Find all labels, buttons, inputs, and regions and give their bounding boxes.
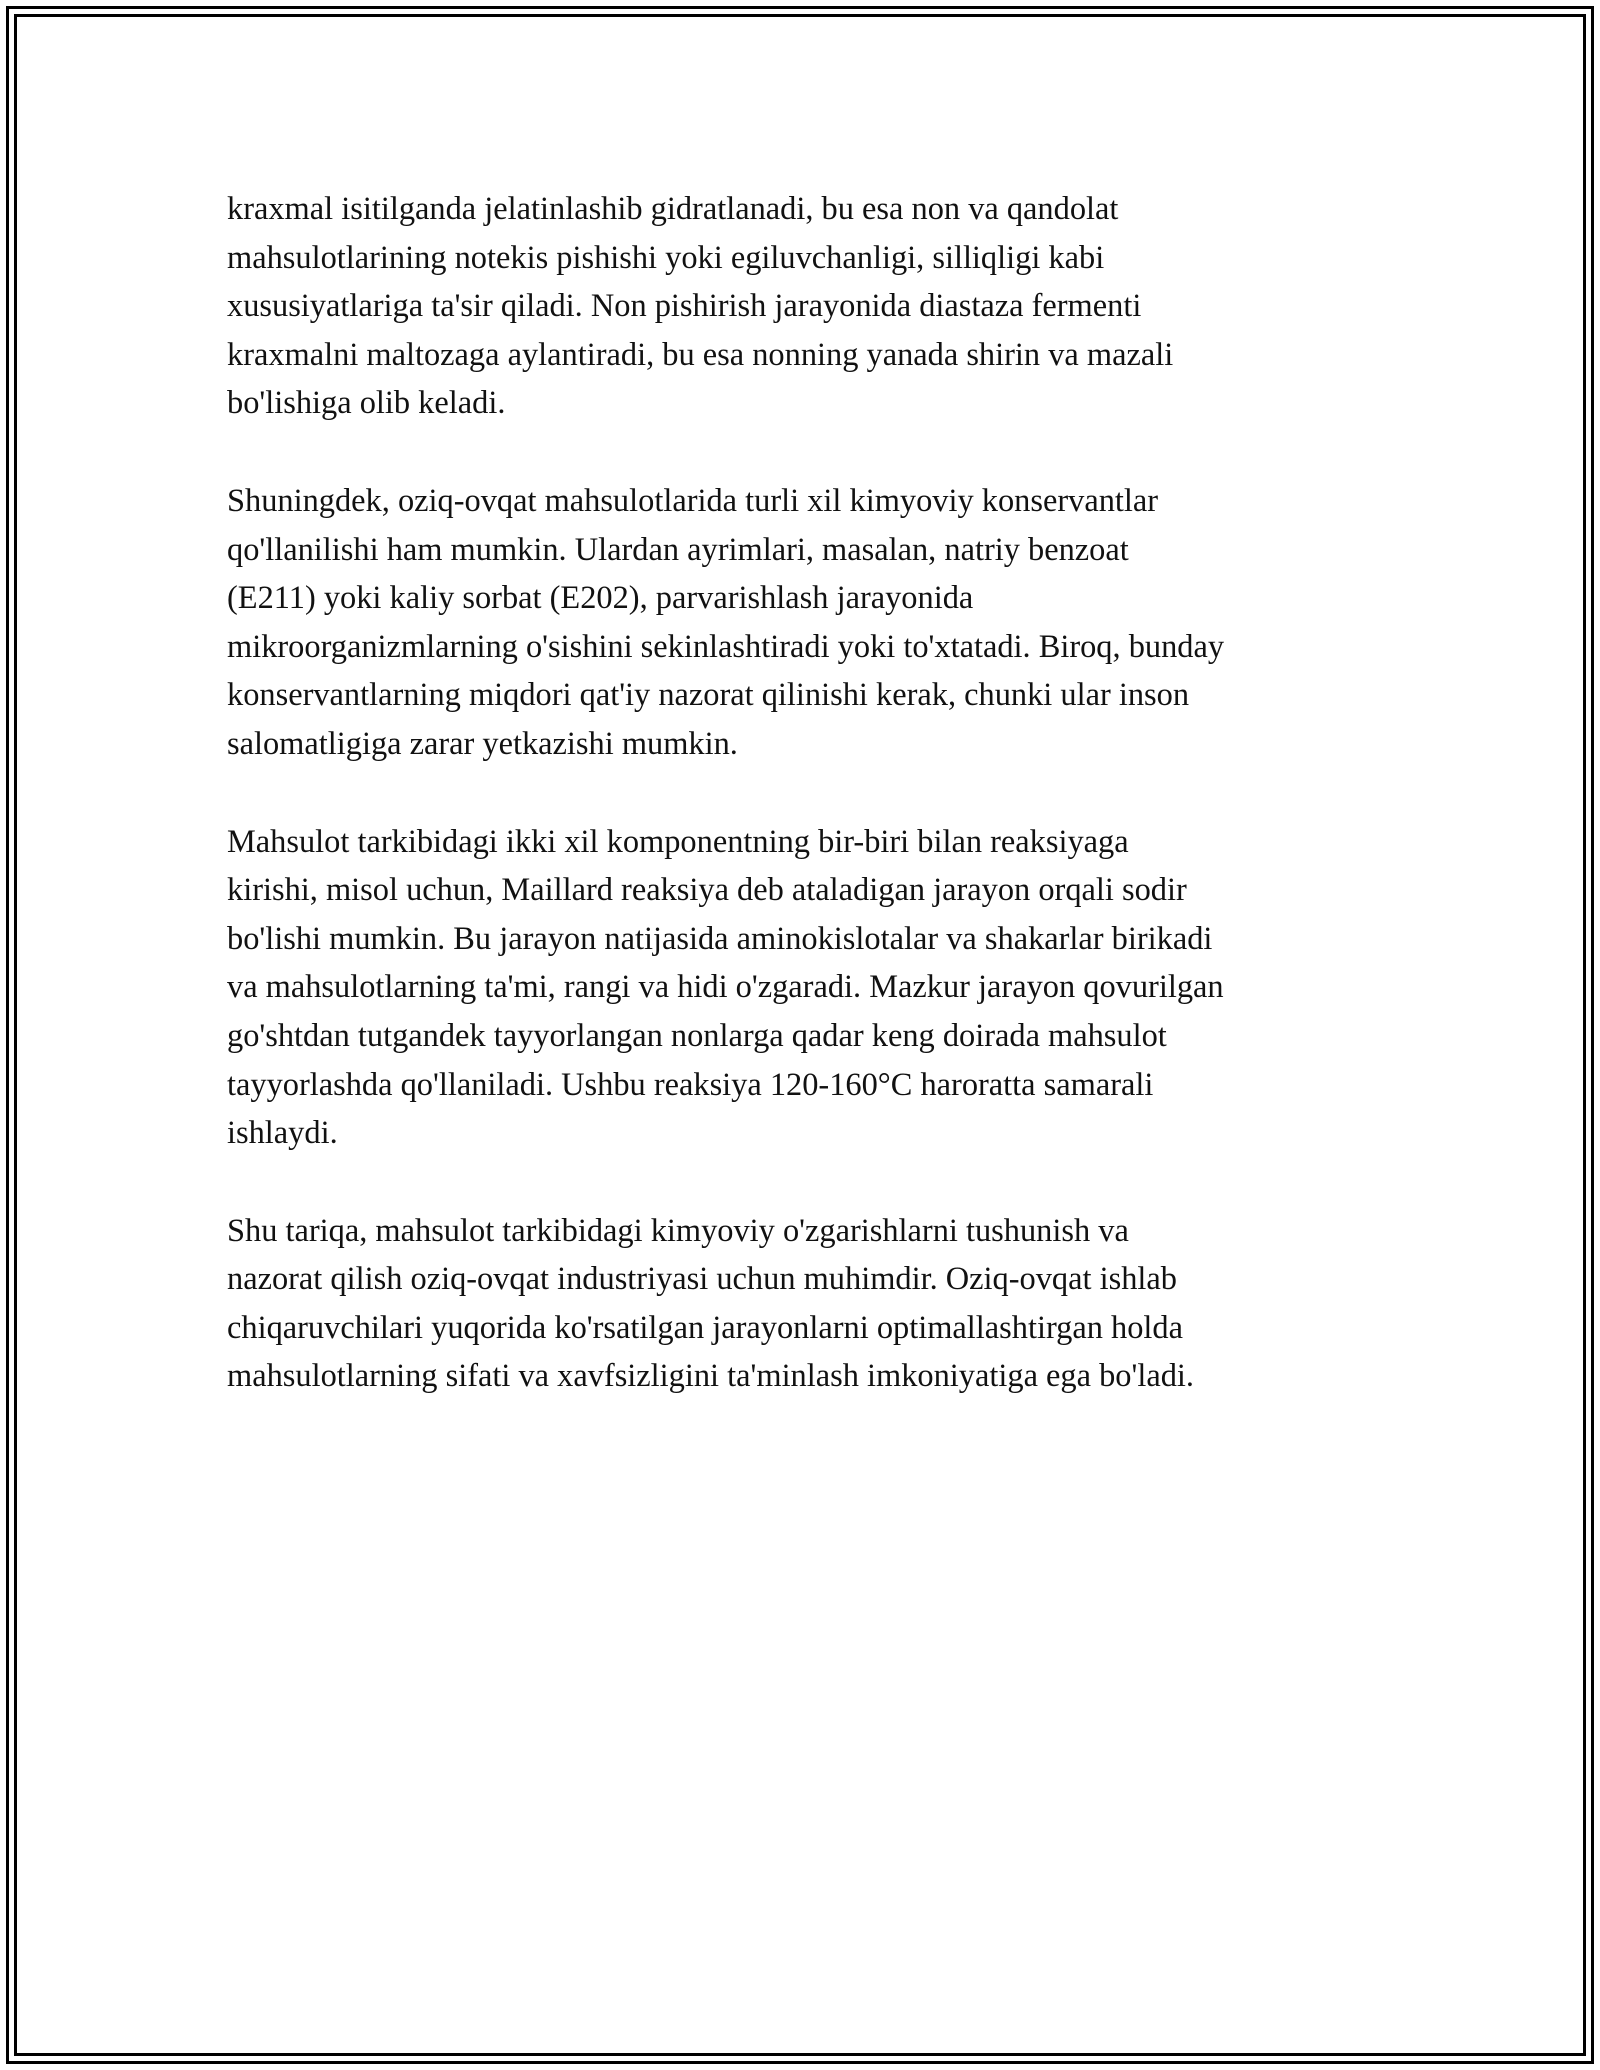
paragraph-4: Shu tariqa, mahsulot tarkibidagi kimyoviy o'zgarishlarni tushunish va nazorat qilish oziq-ovqat industriyasi uchun muhimdir. Oziq-ovqat ishlab chiqaruvchilari yuqorida ko'rsatilgan jarayonlarni optimallashtirgan holda mahsulotlarning sifati va xavfsizligini ta'minlash imkoniyatiga ega bo'ladi.	[227, 1212, 1194, 1395]
paragraph-1: kraxmal isitilganda jelatinlashib gidratlanadi, bu esa non va qandolat mahsulotlarining notekis pishishi yoki egiluvchanligi, silliqligi kabi xususiyatlariga ta'sir qiladi. Non pishirish jarayonida diastaza fermenti kraxmalni maltozaga aylantiradi, bu esa nonning yanada shirin va mazali bo'lishiga olib keladi.	[227, 191, 1174, 422]
paragraph-2: Shuningdek, oziq-ovqat mahsulotlarida turli xil kimyoviy konservantlar qo'llanilishi ham mumkin. Ulardan ayrimlari, masalan, natriy benzoat (E211) yoki kaliy sorbat (E202), parvarishlash jarayonida mikroorganizmlarning o'sishini sekinlashtiradi yoki to'xtatadi. Biroq, bunday konservantlarning miqdori qat'iy nazorat qilinishi kerak, chunki ular inson salomatligiga zarar yetkazishi mumkin.	[227, 482, 1225, 762]
document-body	[227, 185, 1387, 1450]
paragraph-3: Mahsulot tarkibidagi ikki xil komponentning bir-biri bilan reaksiyaga kirishi, misol uchun, Maillard reaksiya deb ataladigan jarayon orqali sodir bo'lishi mumkin. Bu jarayon natijasida aminokislotalar va shakarlar birikadi va mahsulotlarning ta'mi, rangi va hidi o'zgaradi. Mazkur jarayon qovurilgan go'shtdan tutgandek tayyorlangan nonlarga qadar keng doirada mahsulot tayyorlashda qo'llaniladi. Ushbu reaksiya 120-160°C haroratta samarali ishlaydi.	[227, 823, 1224, 1152]
